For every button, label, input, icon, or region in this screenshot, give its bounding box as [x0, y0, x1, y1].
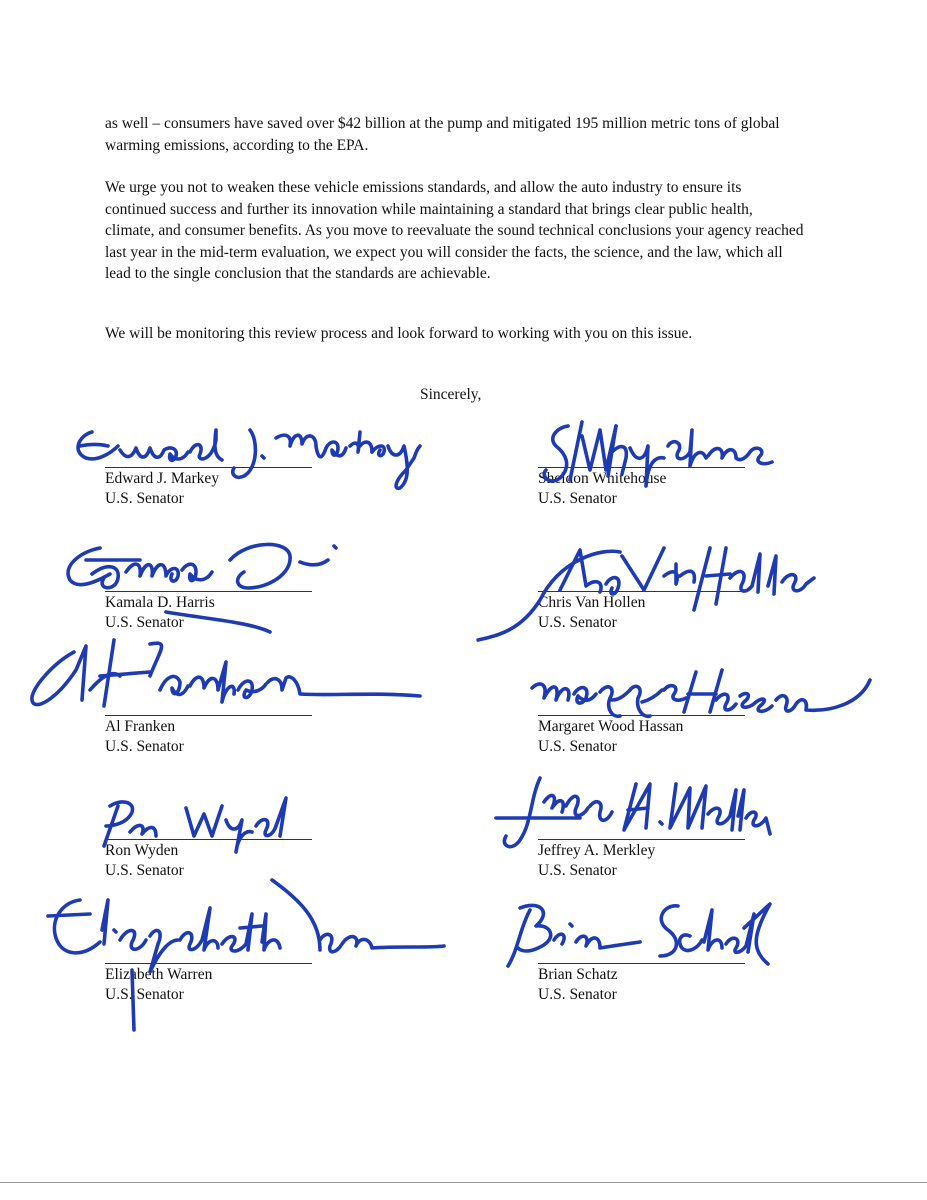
signatory-name: Edward J. Markey: [105, 470, 220, 487]
signatory-name: Sheldon Whitehouse: [538, 470, 667, 487]
signature-ink-hassan: [532, 670, 870, 716]
signatory-title: U.S. Senator: [105, 862, 184, 879]
signature-ink-wyden: [104, 798, 286, 852]
signatory-title: U.S. Senator: [538, 490, 617, 507]
letter-paragraph-1: as well – consumers have saved over $42 billion at the pump and mitigated 195 million metric tons of global warming emissions, according to the EPA.: [105, 115, 780, 154]
signatory-name: Brian Schatz: [538, 966, 618, 983]
letter-paragraph-3: We will be monitoring this review process and look forward to working with you on this issue.: [105, 325, 693, 342]
signatory-title: U.S. Senator: [105, 738, 184, 755]
letter-paragraph-2: We urge you not to weaken these vehicle emissions standards, and allow the auto industry to ensure its continued success and further its innovation while maintaining a standard that brings clear public health, climate, and consumer benefits. As you move to reevaluate the sound technical conclusions your agency reached last year in the mid-term evaluation, we expect you will consider the facts, the science, and the law, which all lead to the single conclusion that the standards are achievable.: [105, 179, 804, 282]
signatory-title: U.S. Senator: [105, 986, 184, 1003]
signatory-title: U.S. Senator: [538, 738, 617, 755]
signature-ink-warren: [48, 880, 444, 1030]
signatory-title: U.S. Senator: [105, 614, 184, 631]
signatory-name: Jeffrey A. Merkley: [538, 842, 656, 859]
signature-ink-harris: [68, 544, 336, 632]
signatory-title: U.S. Senator: [538, 862, 617, 879]
signature-ink-franken: [32, 640, 420, 706]
page-bottom-edge: [0, 1182, 927, 1183]
signatory-title: U.S. Senator: [538, 986, 617, 1003]
signature-ink-merkley: [496, 778, 770, 847]
signatory-name: Chris Van Hollen: [538, 594, 646, 611]
signatory-title: U.S. Senator: [105, 490, 184, 507]
signatory-name: Ron Wyden: [105, 842, 179, 859]
signature-ink-schatz: [508, 904, 770, 966]
signature-ink-van-hollen: [478, 548, 814, 640]
signatory-name: Elizabeth Warren: [105, 966, 213, 983]
signature-ink-markey: [78, 430, 420, 488]
signatory-title: U.S. Senator: [538, 614, 617, 631]
signatory-name: Margaret Wood Hassan: [538, 718, 684, 735]
signatory-name: Kamala D. Harris: [105, 594, 215, 611]
signature-ink-whitehouse: [544, 422, 772, 486]
closing-salutation: Sincerely,: [420, 386, 482, 403]
signatory-name: Al Franken: [105, 718, 176, 735]
